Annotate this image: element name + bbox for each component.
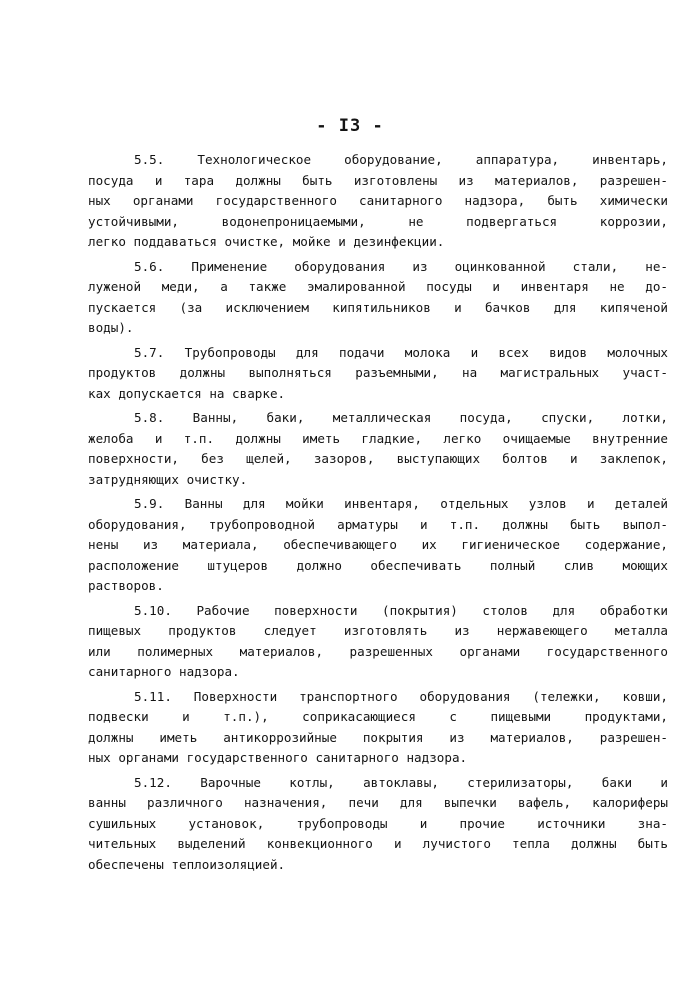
text-line: ных органами государственного санитарного надзора. bbox=[88, 750, 468, 765]
text-line: 5.8. Ванны, баки, металлическая посуда, спуски, лотки, bbox=[134, 410, 668, 425]
text-line: легко поддаваться очистке, мойке и дезинфекции. bbox=[88, 234, 445, 249]
paragraph-5-12 bbox=[88, 773, 668, 876]
paragraph-5-11 bbox=[88, 687, 668, 769]
paragraph-5-5 bbox=[88, 150, 668, 253]
paragraph-5-9 bbox=[88, 494, 668, 597]
paragraph-5-10 bbox=[88, 601, 668, 683]
text-line: 5.12. Варочные котлы, автоклавы, стерилизаторы, баки и bbox=[134, 774, 668, 790]
text-line: расположение штуцеров должно обеспечивать полный слив моющих bbox=[88, 557, 668, 573]
text-line: ных органами государственного санитарного надзора, быть химически bbox=[88, 193, 668, 208]
document-body bbox=[88, 150, 668, 879]
text-line: растворов. bbox=[88, 578, 164, 593]
text-line: 5.11. Поверхности транспортного оборудования (тележки, ковши, bbox=[134, 688, 668, 704]
text-line: должны иметь антикоррозийные покрытия из материалов, разрешен- bbox=[88, 729, 668, 745]
text-line: нены из материала, обеспечивающего их гигиеническое содержание, bbox=[88, 537, 668, 552]
text-line: чительных выделений конвекционного и лучистого тепла должны быть bbox=[88, 836, 668, 851]
text-line: оборудования, трубопроводной арматуры и т.п. должны быть выпол- bbox=[88, 516, 668, 532]
paragraph-5-8 bbox=[88, 408, 668, 490]
text-line: луженой меди, а также эмалированной посуды и инвентаря не до- bbox=[88, 279, 668, 294]
text-line: 5.6. Применение оборудования из оцинкованной стали, не- bbox=[134, 258, 668, 274]
page-number: - I3 - bbox=[316, 116, 384, 136]
text-line: затрудняющих очистку. bbox=[88, 471, 248, 487]
paragraph-5-7 bbox=[88, 343, 668, 405]
text-line: или полимерных материалов, разрешенных органами государственного bbox=[88, 643, 668, 659]
text-line: воды). bbox=[88, 320, 134, 335]
text-line: пускается (за исключением кипятильников и бачков для кипяченой bbox=[88, 299, 668, 315]
text-line: желоба и т.п. должны иметь гладкие, легко очищаемые внутренние bbox=[88, 430, 668, 446]
text-line: санитарного надзора. bbox=[88, 664, 240, 679]
paragraph-5-6 bbox=[88, 257, 668, 339]
text-line: устойчивыми, водонепроницаемыми, не подвергаться коррозии, bbox=[88, 213, 668, 229]
text-line: ках допускается на сварке. bbox=[88, 385, 286, 401]
text-line: сушильных установок, трубопроводы и прочие источники зна- bbox=[88, 815, 668, 831]
text-line: продуктов должны выполняться разъемными, на магистральных участ- bbox=[88, 365, 668, 380]
text-line: подвески и т.п.), соприкасающиеся с пищевыми продуктами, bbox=[88, 709, 668, 724]
text-line: 5.5. Технологическое оборудование, аппаратура, инвентарь, bbox=[134, 152, 668, 167]
text-line: ванны различного назначения, печи для выпечки вафель, калориферы bbox=[88, 795, 668, 810]
text-line: пищевых продуктов следует изготовлять из нержавеющего металла bbox=[88, 623, 668, 638]
text-line: поверхности, без щелей, зазоров, выступающих болтов и заклепок, bbox=[88, 451, 668, 466]
text-line: 5.10. Рабочие поверхности (покрытия) столов для обработки bbox=[134, 602, 668, 618]
text-line: 5.7. Трубопроводы для подачи молока и всех видов молочных bbox=[134, 344, 668, 360]
text-line: 5.9. Ванны для мойки инвентаря, отдельных узлов и деталей bbox=[134, 496, 668, 511]
text-line: обеспечены теплоизоляцией. bbox=[88, 856, 286, 872]
text-line: посуда и тара должны быть изготовлены из материалов, разрешен- bbox=[88, 172, 668, 188]
